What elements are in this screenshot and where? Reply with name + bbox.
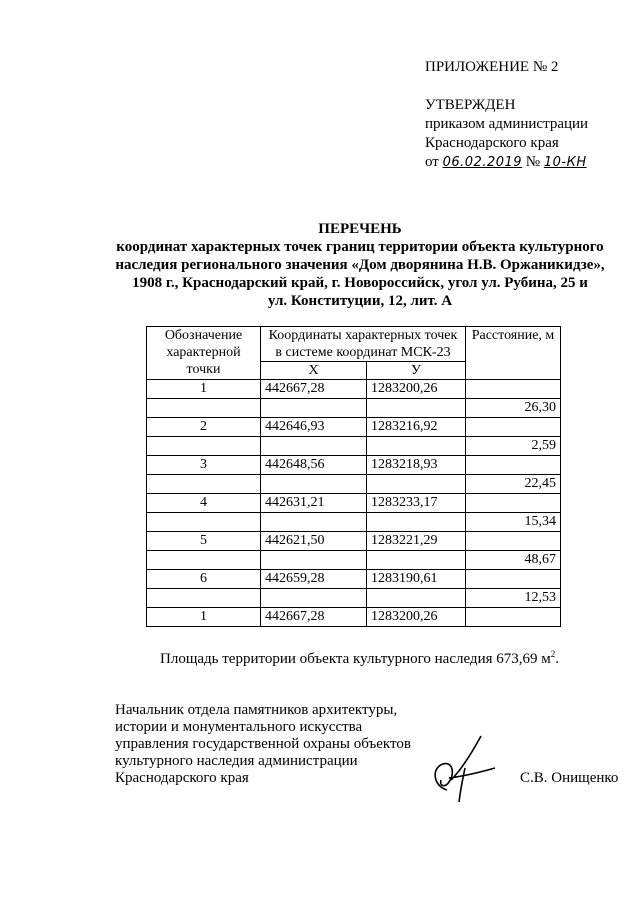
distance-empty-cell [466,532,561,551]
point-cell: 5 [147,532,261,551]
table-row [147,608,561,627]
table-row [147,494,561,513]
document-title [60,220,640,310]
distance-empty-cell [466,380,561,399]
x-cell: 442646,93 [261,418,367,437]
empty-cell [367,437,466,456]
empty-cell [367,513,466,532]
table-row [147,570,561,589]
empty-cell [147,475,261,494]
handwritten-signature [425,728,515,808]
distance-row [147,475,561,494]
empty-cell [261,475,367,494]
signatory-line-5: Краснодарского края [115,770,249,786]
distance-empty-cell [466,418,561,437]
table-row [147,418,561,437]
distance-row [147,589,561,608]
header-distance: Расстояние, м [466,327,561,380]
area-unit-superscript: 2 [550,649,556,659]
distance-row [147,513,561,532]
y-cell: 1283216,92 [367,418,466,437]
empty-cell [261,589,367,608]
y-cell: 1283218,93 [367,456,466,475]
order-number: 10-КН [543,155,587,170]
title-line-3: 1908 г., Краснодарский край, г. Новороссийск, угол ул. Рубина, 25 и [132,275,588,291]
point-cell: 4 [147,494,261,513]
empty-cell [367,475,466,494]
distance-cell: 22,45 [466,475,561,494]
table-row [147,456,561,475]
area-statement [160,649,559,668]
distance-cell: 48,67 [466,551,561,570]
table-row [147,380,561,399]
order-date: 06.02.2019 [442,155,523,170]
coordinates-body [147,380,561,627]
title-line-2: наследия регионального значения «Дом дворянина Н.В. Оржаникидзе», [115,257,605,273]
empty-cell [147,437,261,456]
approval-line-1: приказом администрации [425,116,589,132]
empty-cell [147,513,261,532]
header-x: Х [261,362,367,380]
signatory-line-4: культурного наследия администрации [115,753,358,769]
approval-date-line [425,153,588,172]
y-cell: 1283221,29 [367,532,466,551]
distance-empty-cell [466,456,561,475]
y-cell: 1283190,61 [367,570,466,589]
signatory-position [115,702,411,787]
x-cell: 442667,28 [261,608,367,627]
empty-cell [147,551,261,570]
header-point: Обозначение характерной точки [147,327,261,380]
empty-cell [261,551,367,570]
distance-empty-cell [466,570,561,589]
y-cell: 1283200,26 [367,380,466,399]
title-line-4: ул. Конституции, 12, лит. А [267,293,453,309]
area-text: Площадь территории объекта культурного наследия 673,69 м [160,651,551,667]
y-cell: 1283200,26 [367,608,466,627]
x-cell: 442659,28 [261,570,367,589]
coordinates-table [146,326,561,627]
date-prefix: от [425,154,439,170]
x-cell: 442667,28 [261,380,367,399]
distance-row [147,551,561,570]
empty-cell [367,399,466,418]
empty-cell [367,551,466,570]
signatory-line-3: управления государственной охраны объектов [115,736,411,752]
approval-block [425,58,588,172]
approved-label: УТВЕРЖДЕН [425,97,516,113]
signatory-line-2: истории и монументального искусства [115,719,363,735]
number-prefix: № [525,154,541,170]
x-cell: 442621,50 [261,532,367,551]
distance-cell: 12,53 [466,589,561,608]
header-coordinates: Координаты характерных точек в системе координат МСК-23 [261,327,466,362]
title-line-1: координат характерных точек границ территории объекта культурного [116,239,604,255]
point-cell: 3 [147,456,261,475]
signatory-name: С.В. Онищенко [520,770,619,786]
empty-cell [147,399,261,418]
approval-line-2: Краснодарского края [425,135,559,151]
point-cell: 1 [147,608,261,627]
distance-empty-cell [466,494,561,513]
distance-cell: 26,30 [466,399,561,418]
empty-cell [261,399,367,418]
point-cell: 1 [147,380,261,399]
x-cell: 442631,21 [261,494,367,513]
distance-row [147,437,561,456]
empty-cell [261,513,367,532]
empty-cell [261,437,367,456]
title-heading: ПЕРЕЧЕНЬ [318,221,402,237]
x-cell: 442648,56 [261,456,367,475]
appendix-label: ПРИЛОЖЕНИЕ № 2 [425,59,559,75]
header-y: У [367,362,466,380]
signatory-line-1: Начальник отдела памятников архитектуры, [115,702,398,718]
table-row [147,532,561,551]
point-cell: 2 [147,418,261,437]
distance-empty-cell [466,608,561,627]
distance-cell: 2,59 [466,437,561,456]
y-cell: 1283233,17 [367,494,466,513]
area-suffix: . [555,651,559,667]
empty-cell [147,589,261,608]
distance-row [147,399,561,418]
point-cell: 6 [147,570,261,589]
empty-cell [367,589,466,608]
distance-cell: 15,34 [466,513,561,532]
